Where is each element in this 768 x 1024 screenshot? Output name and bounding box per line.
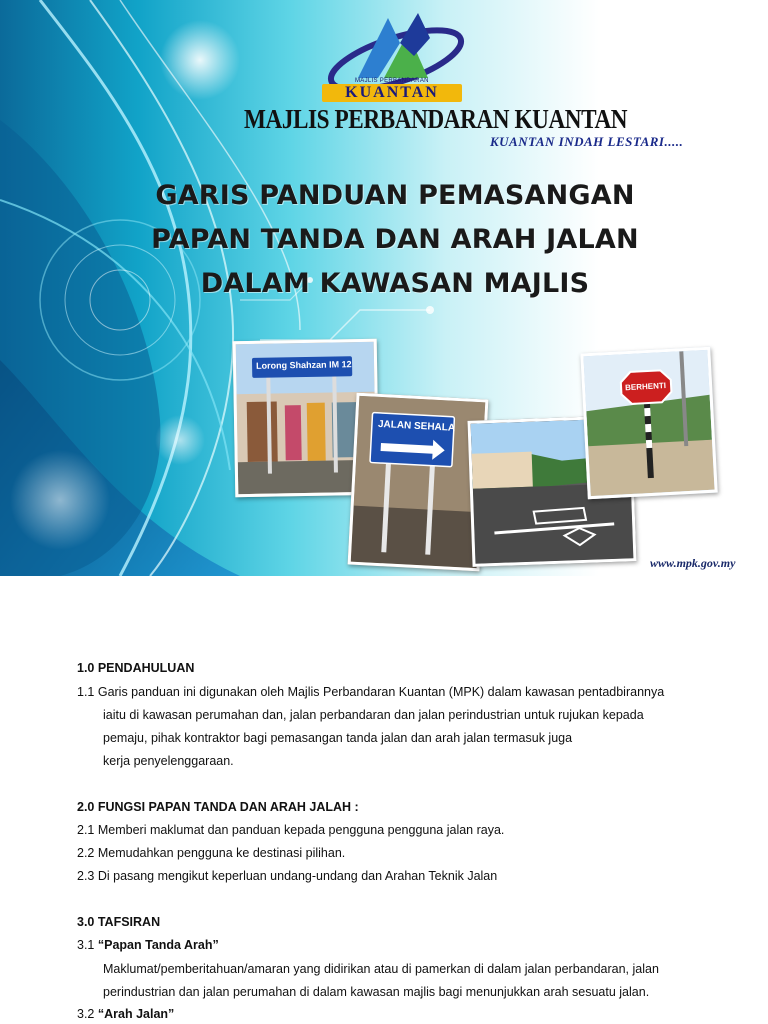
title-line-2: PAPAN TANDA DAN ARAH JALAN [151,224,639,255]
section-3-1-term [77,938,219,952]
section-3-2-term-text: “Arah Jalan” [97,1007,175,1021]
section-1-1-line: pemaju, pihak kontraktor bagi pemasangan tanda jalan dan arah jalan termasuk juga [103,731,573,745]
section-3-heading: 3.0 TAFSIRAN [77,915,161,929]
photo-one-way-sign [348,393,489,572]
section-1-1-line: iaitu di kawasan perumahan dan, jalan perbandaran dan jalan perindustrian untuk rujukan kepada [103,708,644,722]
photo-stop-sign [580,347,717,500]
section-3-1-term-text: “Papan Tanda Arah” [97,938,219,952]
section-1-1-line: 1.1 Garis panduan ini digunakan oleh Majlis Perbandaran Kuantan (MPK) dalam kawasan pentadbirannya [77,685,665,699]
section-2-heading: 2.0 FUNGSI PAPAN TANDA DAN ARAH JALAH : [77,800,359,814]
section-2-item: 2.3 Di pasang mengikut keperluan undang-undang dan Arahan Teknik Jalan [77,869,498,883]
council-name: MAJLIS PERBANDARAN KUANTAN [244,104,628,134]
logo-subtext: MAJLIS PERBANDARAN [355,78,429,84]
section-3-2-term [77,1007,174,1021]
section-1-1-line: kerja penyelenggaraan. [103,754,234,768]
section-3-2-number: 3.2 [77,1007,95,1021]
website-link[interactable]: www.mpk.gov.my [650,556,736,570]
photo4-sign-text: BERHENTI [624,381,667,393]
photo2-sign-text: JALAN SEHALA [377,418,456,434]
title-line-1: GARIS PANDUAN PEMASANGAN [155,180,635,211]
photo1-sign-text: Lorong Shahzan IM 12 [255,359,352,371]
logo-wordmark: KUANTAN [322,84,462,102]
section-2-item: 2.2 Memudahkan pengguna ke destinasi pilihan. [77,846,346,860]
tagline: KUANTAN INDAH LESTARI..... [490,134,684,149]
section-1-heading: 1.0 PENDAHULUAN [77,661,195,675]
title-line-3: DALAM KAWASAN MAJLIS [200,268,590,299]
section-3-1-line: perindustrian dan jalan perumahan di dalam kawasan majlis bagi menunjukkan arah sesuatu jalan. [103,985,650,999]
section-2-item: 2.1 Memberi maklumat dan panduan kepada pengguna pengguna jalan raya. [77,823,505,837]
section-3-1-number: 3.1 [77,938,95,952]
section-3-1-line: Maklumat/pemberitahuan/amaran yang didirikan atau di pamerkan di dalam jalan perbandaran, jalan [103,962,659,976]
